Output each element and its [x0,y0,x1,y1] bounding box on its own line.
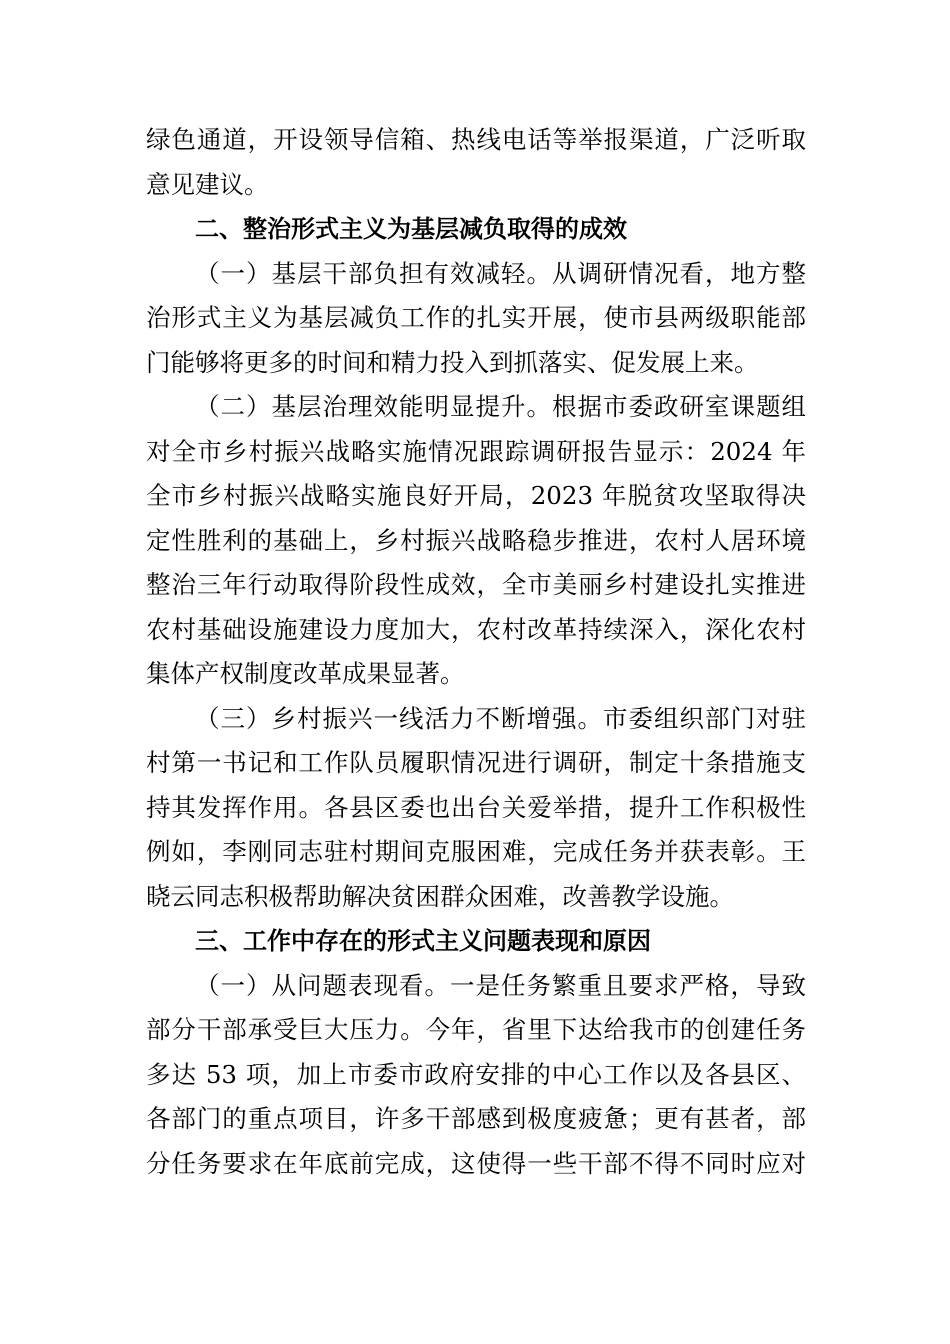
paragraph-line: 门能够将更多的时间和精力投入到抓落实、促发展上来。 [146,347,759,377]
paragraph-line: 村第一书记和工作队员履职情况进行调研，制定十条措施支 [146,748,806,777]
paragraph-line: 各部门的重点项目，许多干部感到极度疲惫；更有甚者，部 [146,1104,806,1133]
paragraph-line: 持其发挥作用。各县区委也出台关爱举措，提升工作积极性 [146,792,806,822]
paragraph-line: 晓云同志积极帮助解决贫困群众困难，改善教学设施。 [146,881,734,911]
paragraph-line: 例如，李刚同志驻村期间克服困难，完成任务并获表彰。王 [146,837,806,866]
paragraph-line: 集体产权制度改革成果显著。 [146,659,465,688]
document-body [146,118,806,1186]
paragraph-line: （三）乡村振兴一线活力不断增强。市委组织部门对驻 [195,703,806,733]
paragraph-line: （一）基层干部负担有效减轻。从调研情况看，地方整 [195,258,806,288]
paragraph-line: 意见建议。 [146,169,269,199]
paragraph-line: 对全市乡村振兴战略实施情况跟踪调研报告显示：2024 年 [146,436,806,466]
section-heading: 三、工作中存在的形式主义问题表现和原因 [195,927,651,955]
section-heading: 二、整治形式主义为基层减负取得的成效 [195,215,627,243]
paragraph-line: 农村基础设施建设力度加大，农村改革持续深入，深化农村 [146,614,806,644]
paragraph-line: 治形式主义为基层减负工作的扎实开展，使市县两级职能部 [146,303,806,332]
paragraph-line: 部分干部承受巨大压力。今年，省里下达给我市的创建任务 [146,1015,806,1044]
paragraph-line: （二）基层治理效能明显提升。根据市委政研室课题组 [195,392,806,421]
paragraph-line: 绿色通道，开设领导信箱、热线电话等举报渠道，广泛听取 [146,125,806,154]
paragraph-line: （一）从问题表现看。一是任务繁重且要求严格，导致 [195,970,806,1000]
paragraph-line: 多达 53 项，加上市委市政府安排的中心工作以及各县区、 [146,1059,806,1089]
paragraph-line: 定性胜利的基础上，乡村振兴战略稳步推进，农村人居环境 [146,525,806,555]
paragraph-line: 全市乡村振兴战略实施良好开局，2023 年脱贫攻坚取得决 [146,481,806,510]
paragraph-line: 整治三年行动取得阶段性成效，全市美丽乡村建设扎实推进 [146,570,806,599]
paragraph-line: 分任务要求在年底前完成，这使得一些干部不得不同时应对 [146,1148,806,1178]
